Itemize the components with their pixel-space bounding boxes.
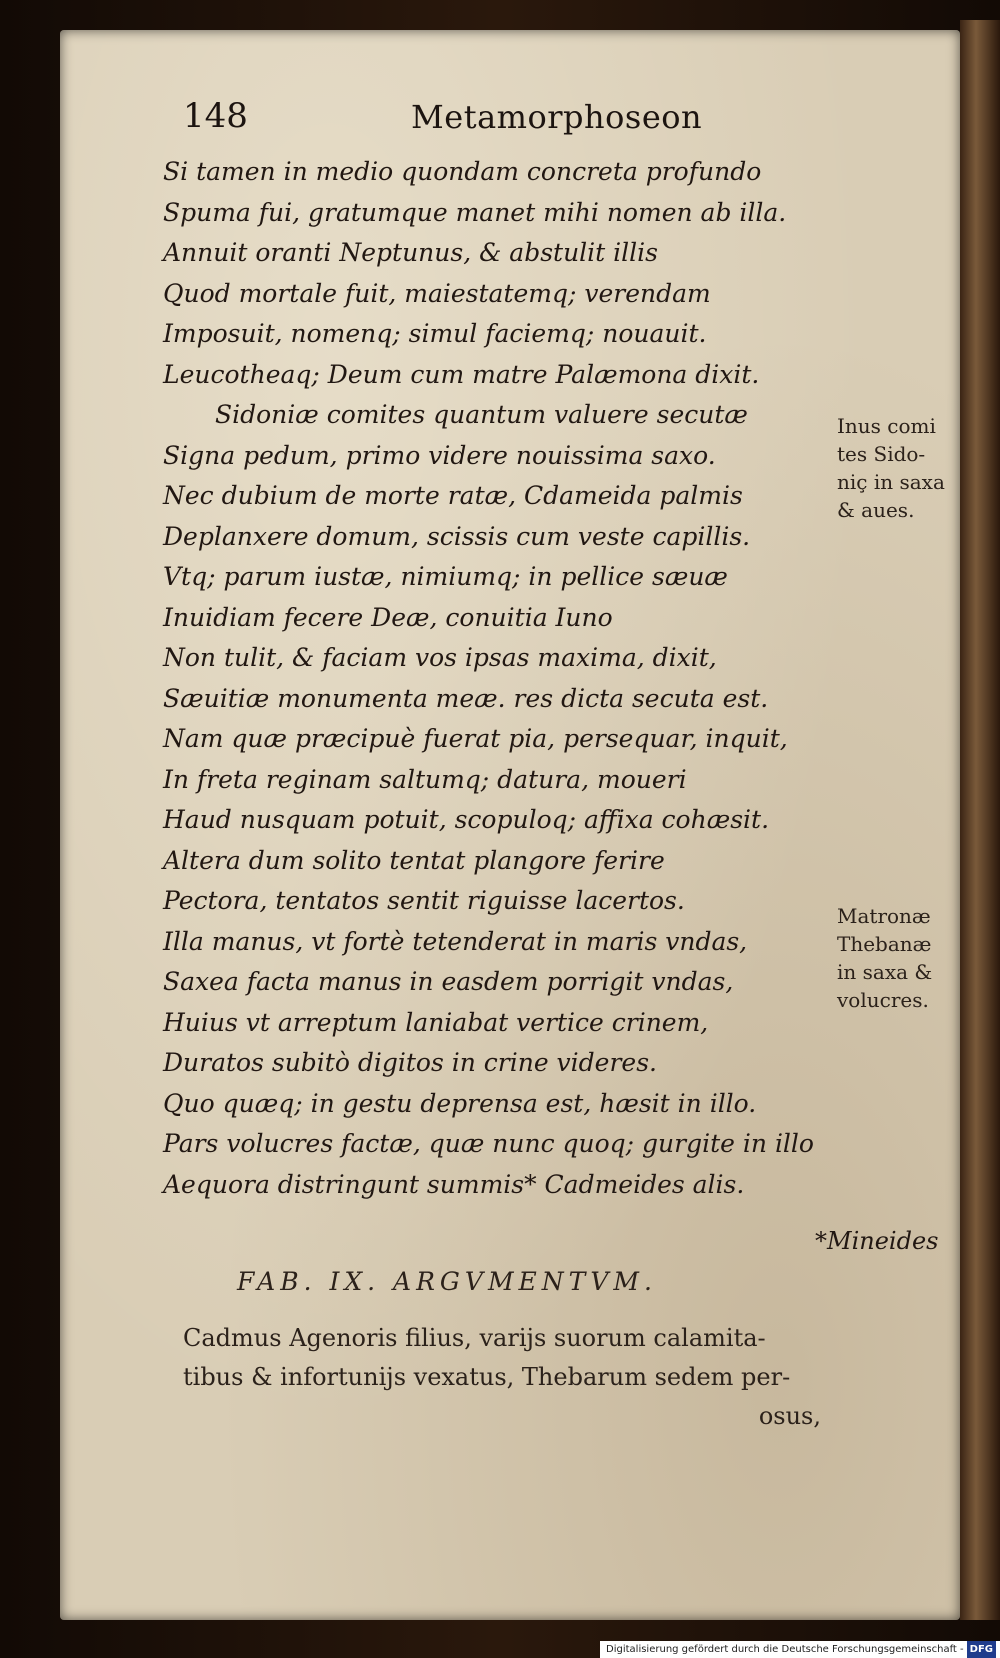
verse-line: Haud nusquam potuit, scopuloq; affixa cohæsit. [163,805,770,834]
verse-line: Duratos subitò digitos in crine videres. [163,1048,657,1077]
page-header [183,96,783,146]
verse-line: Signa pedum, primo videre nouissima saxo. [163,440,716,470]
verse-line: Spuma fui, gratumque manet mihi nomen ab illa. [163,197,787,227]
margin-note-line: Matronæ [837,904,931,928]
verse-line: Pars volucres factæ, quæ nunc quoq; gurgite in illo [163,1129,814,1158]
verse-line: Deplanxere domum, scissis cum veste capillis. [163,521,751,551]
verse-line: Nec dubium de morte ratæ, Cdameida palmis [163,481,743,510]
verse-line: Annuit oranti Neptunus, & abstulit illis [163,238,658,267]
verse-line: Vtq; parum iustæ, nimiumq; in pellice sæuæ [163,562,728,591]
margin-note-line: Thebanæ [837,932,932,956]
verse-line: Saxea facta manus in easdem porrigit vndas, [163,967,734,996]
margin-note-line: & aues. [837,498,915,522]
running-title: Metamorphoseon [411,98,703,136]
page-number: 148 [183,96,248,136]
footer-text: Digitalisierung gefördert durch die Deutsche Forschungsgemeinschaft - [606,1644,964,1655]
margin-note-line: tes Sido- [837,442,926,466]
verse-line: Altera dum solito tentat plangore ferire [163,845,665,875]
verse-line: Non tulit, & faciam vos ipsas maxima, dixit, [163,643,717,672]
verse-line: Si tamen in medio quondam concreta profundo [163,157,762,186]
margin-note-line: niç in saxa [837,470,945,494]
verse-block [163,152,823,1205]
verse-line: Illa manus, vt fortè tetenderat in maris vndas, [163,926,748,956]
verse-line: Imposuit, nomenq; simul faciemq; nouauit. [163,319,707,348]
argument-line: osus, [758,1402,821,1430]
margin-note-line: in saxa & [837,960,933,984]
argument-paragraph [183,1319,823,1436]
verse-line: Inuidiam fecere Deæ, conuitia Iuno [163,602,613,632]
margin-note-matronae [837,902,962,1014]
verse-line: Quo quæq; in gestu deprensa est, hæsit in illo. [163,1088,757,1118]
verse-line: Sæuitiæ monumenta meæ. res dicta secuta est. [163,683,769,713]
verse-line: In freta reginam saltumq; datura, moueri [163,764,687,794]
digitization-footer [600,1641,1000,1658]
verse-line: Pectora, tentatos sentit riguisse lacertos. [163,886,685,915]
verse-line: Nam quæ præcipuè fuerat pia, persequar, inquit, [163,724,788,753]
margin-footnote: *Mineides [815,1227,939,1255]
argument-line: Cadmus Agenoris filius, varijs suorum calamita- [183,1324,766,1352]
dfg-logo: DFG [967,1641,996,1658]
margin-note-line: volucres. [837,988,929,1012]
margin-note-line: Inus comi [837,414,936,438]
margin-note-ino [837,412,962,524]
verse-line: Aequora distringunt summis* Cadmeides alis. [163,1169,745,1199]
fable-heading: FAB. IX. ARGVMENTVM. [237,1267,657,1296]
verse-line: Leucotheaq; Deum cum matre Palæmona dixit. [163,359,760,389]
verse-line: Sidoniæ comites quantum valuere secutæ [215,400,748,429]
verse-line: Huius vt arreptum laniabat vertice crinem, [163,1007,709,1037]
book-edge [960,20,1000,1620]
argument-line: tibus & infortunijs vexatus, Thebarum sedem per- [183,1363,791,1391]
verse-line: Quod mortale fuit, maiestatemq; verendam [163,278,711,308]
